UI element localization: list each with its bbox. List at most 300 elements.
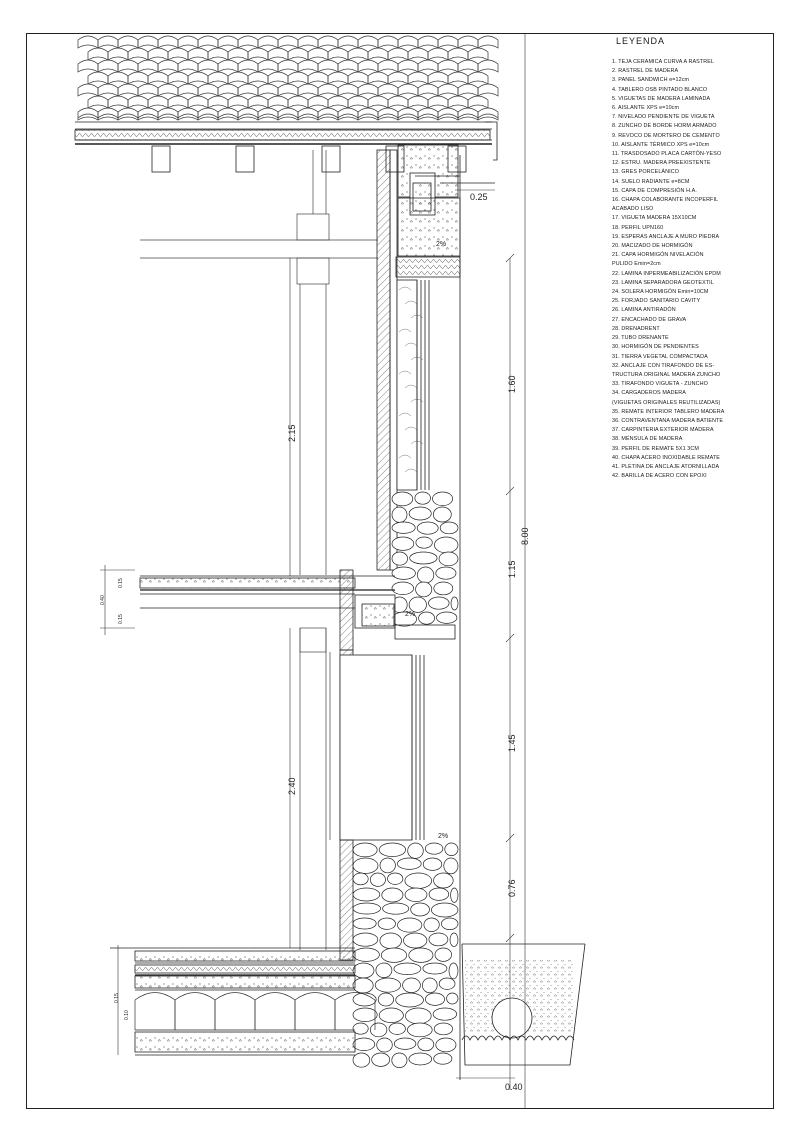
lower-wall <box>340 650 424 960</box>
roof-tile <box>458 114 478 118</box>
roof-tile <box>418 84 438 96</box>
legend-item: 14. SUELO RADIANTE e=8CM <box>612 178 690 185</box>
roof-tile <box>418 114 438 118</box>
stone <box>444 858 458 874</box>
roof-tile <box>98 84 118 96</box>
roof-tile <box>238 60 258 72</box>
roof-tile <box>348 72 368 84</box>
roof-tile <box>368 72 388 84</box>
stone <box>409 507 431 520</box>
roof-tile <box>458 84 478 96</box>
roof-tile <box>318 36 338 48</box>
roof-tile <box>218 36 238 48</box>
roof-tile <box>468 72 488 84</box>
stone <box>411 903 430 916</box>
slope-top: 2% <box>436 241 447 248</box>
roof-tile <box>168 48 188 60</box>
legend-item: 35. REMATE INTERIOR TABLERO MADERA <box>612 408 725 415</box>
stone <box>392 522 415 533</box>
roof-tile <box>188 72 208 84</box>
roof-tile <box>438 36 458 48</box>
roof-tile <box>198 114 218 118</box>
roof-tile <box>98 114 118 118</box>
roof-tile <box>168 72 188 84</box>
roof-tile <box>428 48 448 60</box>
roof-tile <box>88 48 108 60</box>
roof-tile <box>128 96 148 108</box>
roof-tile <box>408 72 428 84</box>
roof-tile <box>408 48 428 60</box>
roof-tile <box>238 114 258 118</box>
roof-tile <box>148 72 168 84</box>
roof-tile <box>348 96 368 108</box>
roof-tile <box>298 84 318 96</box>
roof-tile <box>118 60 138 72</box>
stone <box>434 537 458 553</box>
stone <box>417 522 438 534</box>
stone <box>353 978 373 993</box>
stone <box>449 963 458 979</box>
roof-tile <box>228 48 248 60</box>
stone <box>353 858 378 873</box>
roof-tile <box>138 60 158 72</box>
roof-tile <box>398 36 418 48</box>
stone <box>422 978 437 993</box>
stone <box>416 537 432 548</box>
stone <box>353 918 376 929</box>
stone <box>353 1053 370 1067</box>
stone <box>445 843 458 856</box>
stone <box>434 873 454 888</box>
roof-tile <box>218 60 238 72</box>
legend-item: 26. LAMINA ANTIRADÓN <box>612 307 676 314</box>
stone <box>380 933 402 949</box>
stone <box>429 933 448 946</box>
legend-item: 22. LAMINA INPERMEABILIZACIÓN EPDM <box>612 270 721 277</box>
roof-tile <box>448 96 468 108</box>
stone <box>405 873 432 888</box>
roof-tile <box>88 96 108 108</box>
stone <box>439 978 455 989</box>
legend-item: 27. ENCACHADO DE GRAVA <box>612 316 687 323</box>
stone <box>398 918 422 932</box>
legend-item: 41. PLETINA DE ANCLAJE ATORNILLADA <box>612 463 720 470</box>
roof-tile <box>478 114 498 118</box>
roof-tile <box>208 48 228 60</box>
roof-tile <box>248 72 268 84</box>
stone <box>394 1038 416 1049</box>
roof-tile <box>408 96 428 108</box>
small-dim-0-15-a: 0.15 <box>118 578 124 588</box>
stone <box>392 582 414 595</box>
cavity-arch <box>135 993 175 1031</box>
roof-tile <box>318 114 338 118</box>
roof-tile <box>228 72 248 84</box>
roof-tile <box>198 84 218 96</box>
legend-item: 16. CHAPA COLABORANTE INCOPERFIL <box>612 197 719 204</box>
legend-item: 19. ESPERAS ANCLAJE A MURO PIEDRA <box>612 233 720 240</box>
stone <box>378 918 395 929</box>
roof-tile <box>158 114 178 118</box>
stone <box>419 612 435 624</box>
stone <box>392 567 415 579</box>
roof-tile <box>298 36 318 48</box>
dim-2-40: 2.40 <box>287 777 297 795</box>
roof-tile <box>278 84 298 96</box>
legend-item: 18. PERFIL UPN160 <box>612 224 664 231</box>
roof-tile <box>98 60 118 72</box>
roof-tile <box>208 72 228 84</box>
roof-tile <box>238 84 258 96</box>
roof-tile <box>358 114 378 118</box>
stone <box>408 843 424 858</box>
roof-tile <box>298 60 318 72</box>
stone <box>429 597 450 609</box>
roof-tile <box>118 36 138 48</box>
stone <box>353 843 377 857</box>
stone <box>372 1053 390 1066</box>
stone <box>416 582 432 597</box>
roof-tile <box>238 36 258 48</box>
legend-item: 23. LAMINA SEPARADORA GEOTEXTIL <box>612 279 714 286</box>
stone <box>435 948 452 961</box>
stone <box>353 948 379 961</box>
stone <box>375 978 400 992</box>
legend-item: 25. FORJADO SANITARIO CAVITY <box>612 298 701 305</box>
stone <box>392 537 414 550</box>
roof-tile <box>178 114 198 118</box>
roof-tile <box>88 72 108 84</box>
roof-tile <box>178 84 198 96</box>
dim-0-76: 0.76 <box>507 879 517 897</box>
roof-tile <box>388 96 408 108</box>
roof-tile <box>158 36 178 48</box>
roof-tile <box>248 96 268 108</box>
roof-tile <box>438 84 458 96</box>
legend-item: 8. ZUNCHO DE BORDE HORM ARMADO <box>612 123 717 130</box>
roof-tile <box>108 72 128 84</box>
roof-tile <box>368 96 388 108</box>
roof-tile <box>478 36 498 48</box>
roof-tile <box>338 36 358 48</box>
stone <box>396 993 424 1007</box>
roof-tile <box>118 84 138 96</box>
roof-tile <box>478 84 498 96</box>
legend-item: 3. PANEL SANDWICH e=12cm <box>612 77 690 84</box>
stone <box>389 1023 405 1034</box>
legend-item: 40. CHAPA ACERO INOXIDABLE REMATE <box>612 454 720 461</box>
slope-low: 2% <box>438 833 449 840</box>
roof-tile <box>288 96 308 108</box>
stone <box>405 1008 431 1024</box>
stone <box>439 552 458 566</box>
stone <box>425 843 443 854</box>
legend-item: 15. CAPA DE COMPRESIÓN H.A. <box>612 187 697 194</box>
dim-1-60: 1.60 <box>507 375 517 393</box>
stone <box>383 903 409 914</box>
roof-tile <box>78 114 98 118</box>
legend-item: 4. TABLERO OSB PINTADO BLANCO <box>612 86 708 93</box>
legend-item: 12. ESTRU. MADERA PREEXISTENTE <box>612 160 711 167</box>
roof-tile <box>468 48 488 60</box>
roof-tile <box>178 36 198 48</box>
legend-item: 29. TUBO DRENANTE <box>612 335 669 342</box>
stone <box>434 582 453 595</box>
legend-item: 17. VIGUETA MADERA 15X10CM <box>612 215 697 222</box>
stone <box>433 507 451 522</box>
stone <box>404 933 427 948</box>
roof-tile <box>268 96 288 108</box>
legend-item: PULIDO Emin=2cm <box>612 261 661 268</box>
ground-floor-slab <box>110 948 375 1055</box>
stone <box>434 1053 452 1064</box>
stone <box>436 567 456 579</box>
legend-item: ACABADO LISO <box>612 206 654 213</box>
legend-item: 20. MACIZADO DE HORMIGÓN <box>612 243 693 250</box>
stone <box>370 1023 387 1037</box>
roof-tile <box>378 84 398 96</box>
stone-wall-base <box>353 843 458 1068</box>
roof-tile <box>318 84 338 96</box>
roof-tile <box>388 72 408 84</box>
roof-tile <box>338 114 358 118</box>
roof-tile <box>258 36 278 48</box>
stone <box>378 993 393 1006</box>
roof-tile <box>458 60 478 72</box>
stone <box>392 1053 407 1068</box>
stone <box>392 552 408 565</box>
rafter <box>322 146 340 172</box>
roof-tile <box>198 36 218 48</box>
exterior-drainage <box>462 944 585 1065</box>
legend-item: TRUCTURA ORIGINAL MADERA ZUNCHO <box>612 371 721 378</box>
roof-tile <box>348 48 368 60</box>
legend <box>612 36 792 481</box>
roof-tile <box>198 60 218 72</box>
legend-item: 7. NIVELADO PENDIENTE DE VIGUETA <box>612 114 715 121</box>
legend-item: 13. GRES PORCELÁNICO <box>612 169 680 176</box>
stone <box>353 903 381 914</box>
roof-tile <box>138 84 158 96</box>
stone <box>423 963 447 974</box>
stone <box>353 1008 377 1022</box>
dim-2-15: 2.15 <box>287 424 297 442</box>
roof-tile <box>258 114 278 118</box>
stone <box>376 963 392 978</box>
slope-mid: 2% <box>405 611 416 618</box>
rafter <box>236 146 254 172</box>
roof-tile <box>398 60 418 72</box>
stone <box>415 492 431 504</box>
stone <box>382 888 403 902</box>
legend-item: 11. TRASDOSADO PLACA CARTÓN-YESO <box>612 151 722 158</box>
stone <box>392 492 413 506</box>
roof-tile <box>248 48 268 60</box>
dimension-lines <box>100 33 525 1108</box>
roof-tile <box>418 60 438 72</box>
stone <box>353 963 374 978</box>
stone <box>441 918 458 930</box>
roof-tile <box>98 36 118 48</box>
roof-tile <box>438 114 458 118</box>
stone <box>425 993 444 1005</box>
stone <box>353 993 376 1006</box>
roof-tile <box>258 60 278 72</box>
stone <box>440 522 458 534</box>
roof-tile <box>448 48 468 60</box>
roof-tile <box>338 60 358 72</box>
legend-item: 42. BARILLA DE ACERO CON EPOXI <box>612 473 707 480</box>
stone <box>434 1023 452 1035</box>
stone <box>433 1008 457 1020</box>
stone <box>409 1053 432 1065</box>
stone <box>379 1008 403 1023</box>
stone <box>418 1038 434 1051</box>
stone <box>417 567 433 583</box>
stone <box>381 948 406 962</box>
legend-item: 9. REVOCO DE MORTERO DE CEMENTO <box>612 132 720 139</box>
roof-tile <box>158 84 178 96</box>
roof-tile <box>358 36 378 48</box>
roof-tile <box>298 114 318 118</box>
roof-tile <box>288 48 308 60</box>
small-dim-0-40: 0.40 <box>100 595 106 605</box>
roof-tile <box>278 36 298 48</box>
intermediate-floor <box>140 570 455 650</box>
legend-item: 33. TIRAFONDO VIGUETA - ZUNCHO <box>612 381 708 388</box>
stone <box>433 492 453 506</box>
stone <box>394 963 421 975</box>
stone <box>403 978 421 993</box>
cavity-arch <box>215 993 255 1031</box>
legend-item: (VIGUETAS ORIGINALES REUTILIZADAS) <box>612 399 721 406</box>
stone <box>429 888 449 900</box>
roof-tile <box>178 60 198 72</box>
stone <box>409 948 433 962</box>
stone <box>353 888 380 901</box>
roof-tiles <box>78 36 498 120</box>
roof-tile <box>288 72 308 84</box>
stone <box>424 918 439 932</box>
dim-8-00: 8.00 <box>520 527 530 545</box>
roof-tile <box>218 114 238 118</box>
dim-0-40: 0.40 <box>505 1082 523 1092</box>
legend-item: 37. CARPINTERIA EXTERIOR MADERA <box>612 427 714 434</box>
dim-1-15: 1.15 <box>507 560 517 578</box>
roof-tile <box>438 60 458 72</box>
roof-tile <box>128 72 148 84</box>
legend-item: 21. CAPA HORMIGÓN NIVELACIÓN <box>612 252 704 259</box>
legend-item: 34. CARGADEROS MADERA <box>612 390 686 397</box>
dim-1-45: 1.45 <box>507 734 517 752</box>
roof-tile <box>358 84 378 96</box>
roof-tile <box>458 36 478 48</box>
roof-tile <box>308 72 328 84</box>
legend-item: 24. SOLERA HORMIGÓN Emin=10CM <box>612 289 709 296</box>
roof-tile <box>468 96 488 108</box>
stone <box>353 873 368 885</box>
roof-tile <box>118 114 138 118</box>
roof-tile <box>418 36 438 48</box>
stone <box>370 873 385 886</box>
legend-item: 1. TEJA CERAMICA CURVA A RASTREL <box>612 59 715 65</box>
legend-item: 31. TIERRA VEGETAL COMPACTADA <box>612 353 708 360</box>
roof-tile <box>228 96 248 108</box>
roof-tile <box>318 60 338 72</box>
roof-tile <box>428 96 448 108</box>
stone <box>431 903 458 917</box>
stone <box>451 597 458 610</box>
roof-tile <box>168 96 188 108</box>
roof-tile <box>268 72 288 84</box>
roof-tile <box>328 48 348 60</box>
stone <box>377 1038 393 1052</box>
legend-list <box>612 58 792 481</box>
legend-item: 6. AISLANTE XPS e=10cm <box>612 105 680 112</box>
roof-tile <box>398 114 418 118</box>
roof-tile <box>258 84 278 96</box>
legend-item: 2. RASTREL DE MADERA <box>612 68 679 75</box>
stone <box>436 1038 456 1052</box>
dim-0-25: 0.25 <box>470 192 488 202</box>
roof-tile <box>328 72 348 84</box>
roof-tile <box>378 36 398 48</box>
legend-item: 39. PERFIL DE REMATE 5X1 3CM <box>612 445 699 452</box>
roof-tile <box>448 72 468 84</box>
roof-tile <box>308 48 328 60</box>
roof-tile <box>158 60 178 72</box>
stone <box>410 552 437 564</box>
legend-item: 38. MÉNSULA DE MADERA <box>612 436 683 443</box>
roof-tile <box>138 36 158 48</box>
roof-tile <box>218 84 238 96</box>
roof-tile <box>278 114 298 118</box>
stone <box>379 843 405 857</box>
legend-title: LEYENDA <box>616 36 666 46</box>
legend-item: 28. DRENADRENT <box>612 325 660 332</box>
roof-tile <box>398 84 418 96</box>
roof-tile <box>138 114 158 118</box>
roof-tile <box>388 48 408 60</box>
stone <box>405 888 427 902</box>
stone <box>380 858 395 873</box>
roof-tile <box>108 96 128 108</box>
cavity-arch <box>175 993 215 1031</box>
stone <box>450 933 458 947</box>
roof-tile <box>278 60 298 72</box>
roof-tile <box>338 84 358 96</box>
stone <box>388 873 403 884</box>
stone <box>397 858 421 869</box>
roof-tile <box>148 48 168 60</box>
roof-tile <box>428 72 448 84</box>
roof-tile <box>308 96 328 108</box>
stone <box>447 993 458 1004</box>
roof-tile <box>378 114 398 118</box>
roof-tile <box>128 48 148 60</box>
roof-tile <box>378 60 398 72</box>
small-dim-0-10: 0.10 <box>124 1010 130 1020</box>
roof-tile <box>108 48 128 60</box>
top-beam-detail <box>396 145 495 277</box>
stone <box>392 507 407 522</box>
roof-tile <box>78 60 98 72</box>
roof-tile <box>78 84 98 96</box>
roof-tile <box>328 96 348 108</box>
stone <box>353 933 378 946</box>
legend-item: 10. AISLANTE TÉRMICO XPS e=10cm <box>612 141 710 148</box>
cavity-arch <box>295 993 335 1031</box>
